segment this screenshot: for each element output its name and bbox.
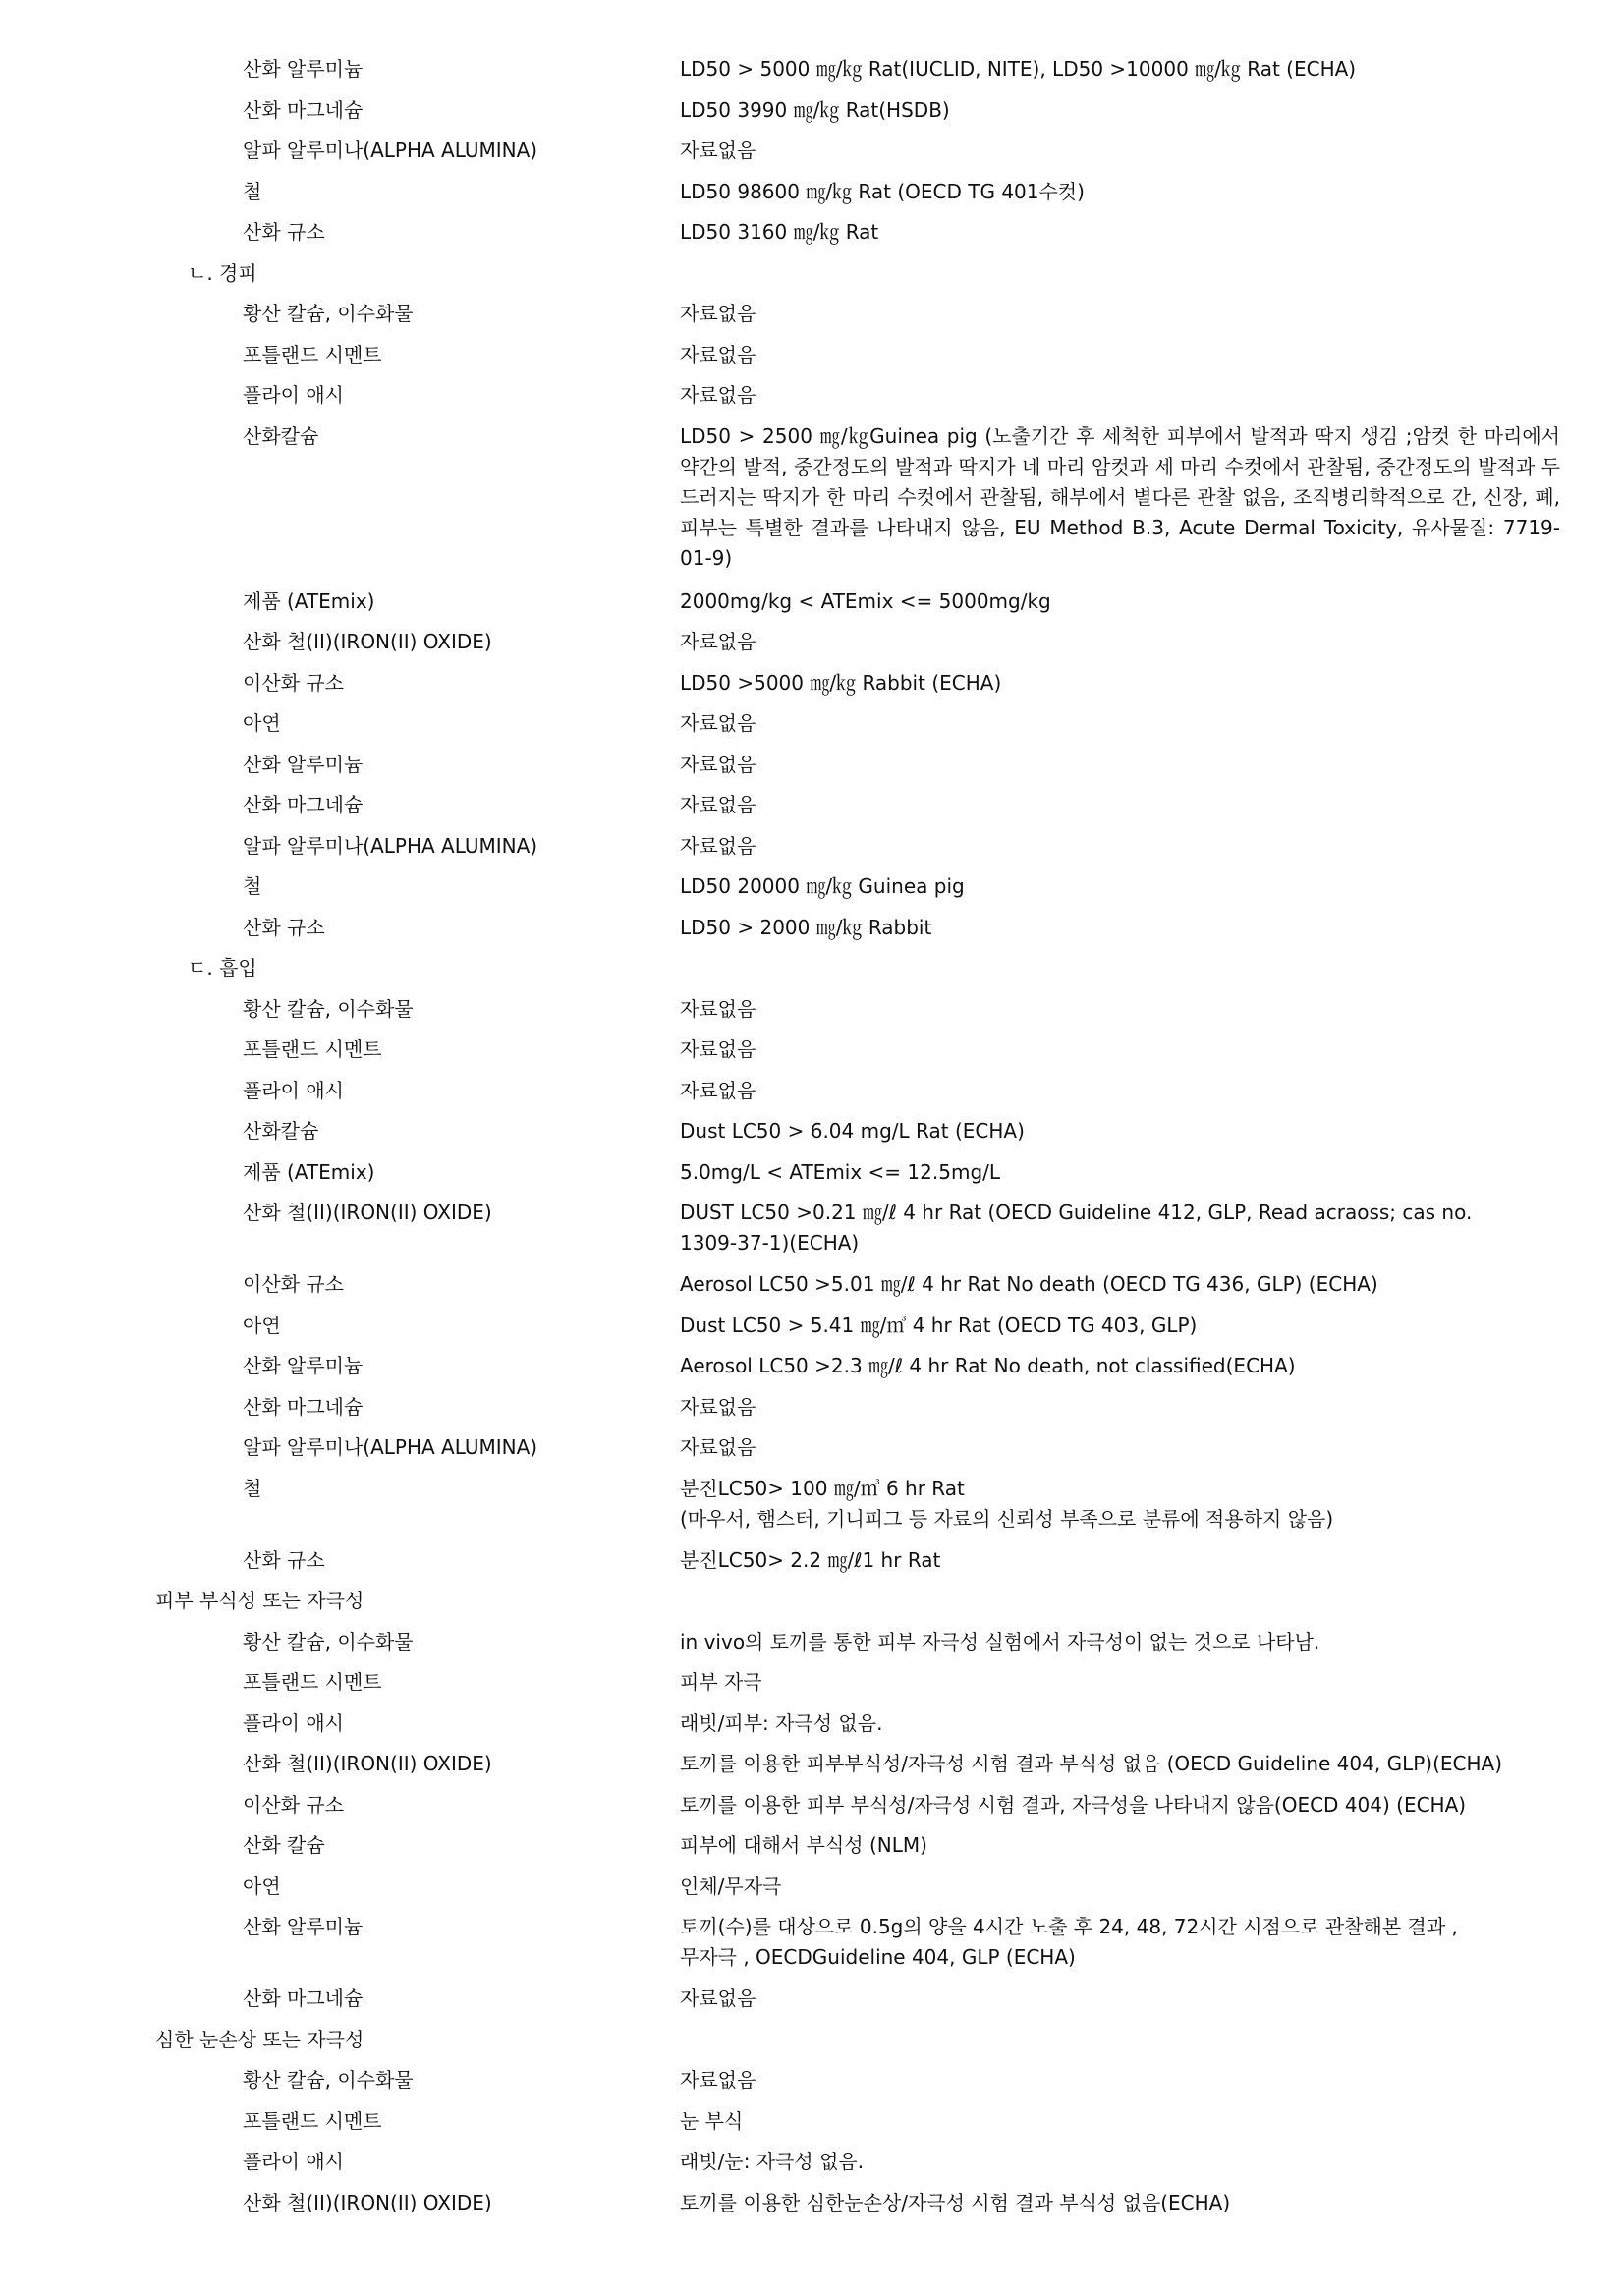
toxicity-value: LD50 20000 ㎎/㎏ Guinea pig (680, 874, 965, 898)
toxicity-value: LD50 >5000 ㎎/㎏ Rabbit (ECHA) (680, 670, 1002, 695)
table-row (0, 1627, 1624, 1668)
substance-label: 포틀랜드 시멘트 (243, 2108, 382, 2133)
substance-label: 산화 알루미늄 (243, 1354, 364, 1377)
table-row (0, 380, 1624, 421)
table-row (0, 340, 1624, 381)
toxicity-value: 토끼를 이용한 피부부식성/자극성 시험 결과 부식성 없음 (OECD Guideline 404, GLP)(ECHA) (680, 1752, 1503, 1775)
toxicity-value: 눈 부식 (680, 2108, 744, 2133)
toxicity-value-multiline (680, 1474, 1564, 1535)
toxicity-value: 피부 자극 (680, 1670, 762, 1694)
substance-label: 산화 마그네슘 (243, 1987, 364, 2010)
toxicity-value: 2000mg/kg < ATEmix <= 5000mg/kg (680, 588, 1051, 613)
value-line: 무자극 , OECDGuideline 404, GLP (ECHA) (680, 1945, 1076, 1969)
table-row (0, 1076, 1624, 1117)
toxicity-value: 래빗/피부: 자극성 없음. (680, 1710, 883, 1735)
table-row (0, 1432, 1624, 1474)
table-row (0, 1116, 1624, 1157)
section-title: 피부 부식성 또는 자극성 (155, 1589, 364, 1612)
substance-label: 산화 알루미늄 (243, 1915, 364, 1938)
table-row (0, 299, 1624, 340)
toxicity-value-multiline (680, 1912, 1564, 1973)
table-row (0, 1474, 1624, 1545)
toxicity-value: 자료없음 (680, 1435, 756, 1459)
toxicity-value: Dust LC50 > 5.41 ㎎/㎥ 4 hr Rat (OECD TG 403, GLP) (680, 1313, 1198, 1337)
toxicity-value: LD50 3160 ㎎/㎏ Rat (680, 220, 879, 244)
toxicity-value: 자료없음 (680, 342, 756, 366)
table-row (0, 1311, 1624, 1352)
substance-label: 산화 규소 (243, 915, 325, 939)
table-row (0, 1269, 1624, 1311)
table-row (0, 136, 1624, 177)
table-row (0, 1545, 1624, 1587)
substance-label: 이산화 규소 (243, 1792, 344, 1817)
toxicity-value: 자료없음 (680, 1078, 756, 1102)
substance-label: 산화 칼슘 (243, 1833, 325, 1857)
table-row (0, 668, 1624, 709)
substance-label: 이산화 규소 (243, 1272, 344, 1296)
toxicity-value: Aerosol LC50 >5.01 ㎎/ℓ 4 hr Rat No death (OECD TG 436, GLP) (ECHA) (680, 1272, 1378, 1296)
toxicity-value: 자료없음 (680, 793, 756, 816)
toxicity-value: 자료없음 (680, 1037, 756, 1061)
table-row (0, 708, 1624, 750)
toxicity-value: LD50 98600 ㎎/㎏ Rat (OECD TG 401수컷) (680, 179, 1085, 203)
value-line: 분진LC50> 100 ㎎/㎥ 6 hr Rat (680, 1476, 965, 1500)
substance-label: 산화 마그네슘 (243, 97, 364, 122)
table-row (0, 95, 1624, 137)
toxicity-value: 자료없음 (680, 1987, 756, 2010)
section-heading-skin (0, 1586, 1624, 1627)
table-row (0, 2065, 1624, 2106)
substance-label: 철 (243, 179, 262, 203)
substance-label: 아연 (243, 1874, 281, 1898)
toxicity-value: 5.0mg/L < ATEmix <= 12.5mg/L (680, 1159, 1001, 1184)
table-row (0, 1830, 1624, 1872)
toxicity-value: 자료없음 (680, 383, 756, 407)
table-row (0, 1392, 1624, 1433)
table-row (0, 587, 1624, 628)
table-row (0, 913, 1624, 954)
subsection-title: ㄴ. 경피 (188, 260, 257, 285)
table-row (0, 1872, 1624, 1913)
substance-label: 황산 칼슘, 이수화물 (243, 1629, 414, 1653)
toxicity-value: 인체/무자극 (680, 1874, 782, 1898)
toxicity-value: LD50 3990 ㎎/㎏ Rat(HSDB) (680, 97, 950, 122)
table-row (0, 871, 1624, 913)
table-row (0, 2188, 1624, 2229)
substance-label: 아연 (243, 711, 281, 735)
toxicity-value: 자료없음 (680, 996, 756, 1021)
substance-label: 제품 (ATEmix) (243, 588, 375, 613)
toxicity-value: 자료없음 (680, 752, 756, 776)
substance-label: 산화 마그네슘 (243, 793, 364, 816)
substance-label: 제품 (ATEmix) (243, 1159, 375, 1184)
table-row (0, 54, 1624, 95)
substance-label: 알파 알루미나(ALPHA ALUMINA) (243, 139, 538, 162)
table-row (0, 1157, 1624, 1199)
substance-label: 플라이 애시 (243, 1710, 344, 1735)
substance-label: 포틀랜드 시멘트 (243, 1670, 382, 1694)
substance-label: 산화 알루미늄 (243, 57, 364, 81)
toxicity-value: DUST LC50 >0.21 ㎎/ℓ 4 hr Rat (OECD Guideline 412, GLP, Read acraoss; cas no. 1309-37-1)(ECHA) (680, 1201, 1473, 1255)
toxicity-value: 자료없음 (680, 833, 756, 858)
substance-label: 알파 알루미나(ALPHA ALUMINA) (243, 1435, 538, 1459)
table-row (0, 790, 1624, 831)
toxicity-value: LD50 > 2500 ㎎/㎏Guinea pig (노출기간 후 세척한 피부에서 발적과 딱지 생김 ;암컷 한 마리에서 약간의 발적, 중간정도의 발적과 딱지가 네 마리 암컷과 세 마리 수컷에서 관찰됨, 중간정도의 발적과 두드러지는 딱지가 한 마리 수컷에서 관찰됨, 해부에서 별다른 관찰 없음, 조직병리학적으로 간, 신장, 폐, 피부는 특별한 결과를 나타내지 않음, EU Method B.3, Acute Dermal Toxicity, 유사물질: 7719-01-9) (680, 423, 1560, 570)
substance-label: 산화 규소 (243, 1547, 325, 1572)
table-row (0, 1790, 1624, 1831)
toxicity-value: LD50 > 2000 ㎎/㎏ Rabbit (680, 915, 932, 939)
substance-label: 산화 철(II)(IRON(II) OXIDE) (243, 630, 492, 653)
table-row (0, 1749, 1624, 1790)
table-row (0, 1198, 1624, 1269)
toxicity-value: 토끼를 이용한 심한눈손상/자극성 시험 결과 부식성 없음(ECHA) (680, 2190, 1231, 2214)
section-heading-eye (0, 2025, 1624, 2066)
table-row (0, 1912, 1624, 1984)
table-row (0, 750, 1624, 791)
substance-label: 플라이 애시 (243, 383, 344, 407)
toxicity-value: 자료없음 (680, 302, 756, 325)
substance-label: 산화 철(II)(IRON(II) OXIDE) (243, 1752, 492, 1775)
substance-label: 포틀랜드 시멘트 (243, 1037, 382, 1061)
substance-label: 산화칼슘 (243, 423, 319, 448)
substance-label: 이산화 규소 (243, 670, 344, 695)
substance-label: 플라이 애시 (243, 1078, 344, 1102)
toxicity-value: 피부에 대해서 부식성 (NLM) (680, 1833, 927, 1857)
substance-label: 산화 철(II)(IRON(II) OXIDE) (243, 2190, 492, 2214)
toxicity-value: 자료없음 (680, 139, 756, 162)
table-row (0, 1708, 1624, 1750)
table-row (0, 1035, 1624, 1076)
table-row (0, 217, 1624, 258)
substance-label: 황산 칼슘, 이수화물 (243, 2068, 414, 2092)
table-row (0, 1984, 1624, 2025)
toxicity-value: 자료없음 (680, 630, 756, 653)
table-row (0, 994, 1624, 1036)
table-row (0, 177, 1624, 218)
substance-label: 황산 칼슘, 이수화물 (243, 302, 414, 325)
substance-label: 산화칼슘 (243, 1119, 319, 1143)
toxicity-value: 자료없음 (680, 711, 756, 735)
subsection-title: ㄷ. 흡입 (188, 956, 257, 980)
section-title: 심한 눈손상 또는 자극성 (155, 2027, 364, 2051)
toxicity-value: LD50 > 5000 ㎎/㎏ Rat(IUCLID, NITE), LD50 >10000 ㎎/㎏ Rat (ECHA) (680, 57, 1357, 81)
subsection-heading-dermal (0, 258, 1624, 300)
value-line: 토끼(수)를 대상으로 0.5g의 양을 4시간 노출 후 24, 48, 72시간 시점으로 관찰해본 결과 , (680, 1915, 1458, 1938)
toxicity-value: 래빗/눈: 자극성 없음. (680, 2150, 865, 2173)
toxicity-value: 자료없음 (680, 2068, 756, 2092)
table-row (0, 2147, 1624, 2188)
toxicity-value: 자료없음 (680, 1394, 756, 1419)
substance-label: 황산 칼슘, 이수화물 (243, 996, 414, 1021)
table-row (0, 1667, 1624, 1708)
substance-label: 산화 마그네슘 (243, 1394, 364, 1419)
subsection-heading-inhalation (0, 953, 1624, 994)
substance-label: 산화 철(II)(IRON(II) OXIDE) (243, 1201, 492, 1224)
toxicity-value: 분진LC50> 2.2 ㎎/ℓ1 hr Rat (680, 1547, 941, 1572)
substance-label: 철 (243, 874, 262, 898)
toxicity-value: in vivo의 토끼를 통한 피부 자극성 실험에서 자극성이 없는 것으로 나타남. (680, 1629, 1320, 1653)
substance-label: 포틀랜드 시멘트 (243, 342, 382, 366)
value-line: (마우서, 햄스터, 기니피그 등 자료의 신뢰성 부족으로 분류에 적용하지 않음) (680, 1506, 1334, 1531)
table-row (0, 831, 1624, 872)
substance-label: 철 (243, 1476, 262, 1500)
toxicity-value: Aerosol LC50 >2.3 ㎎/ℓ 4 hr Rat No death, not classified(ECHA) (680, 1354, 1296, 1377)
substance-label: 아연 (243, 1313, 281, 1337)
table-row (0, 421, 1624, 587)
substance-label: 산화 규소 (243, 220, 325, 244)
table-row (0, 2106, 1624, 2148)
table-row (0, 627, 1624, 668)
toxicity-table (0, 54, 1624, 2228)
substance-label: 플라이 애시 (243, 2150, 344, 2173)
toxicity-value: Dust LC50 > 6.04 mg/L Rat (ECHA) (680, 1119, 1025, 1143)
substance-label: 산화 알루미늄 (243, 752, 364, 776)
table-row (0, 1351, 1624, 1392)
toxicity-value: 토끼를 이용한 피부 부식성/자극성 시험 결과, 자극성을 나타내지 않음(OECD 404) (ECHA) (680, 1792, 1467, 1817)
substance-label: 알파 알루미나(ALPHA ALUMINA) (243, 833, 538, 858)
